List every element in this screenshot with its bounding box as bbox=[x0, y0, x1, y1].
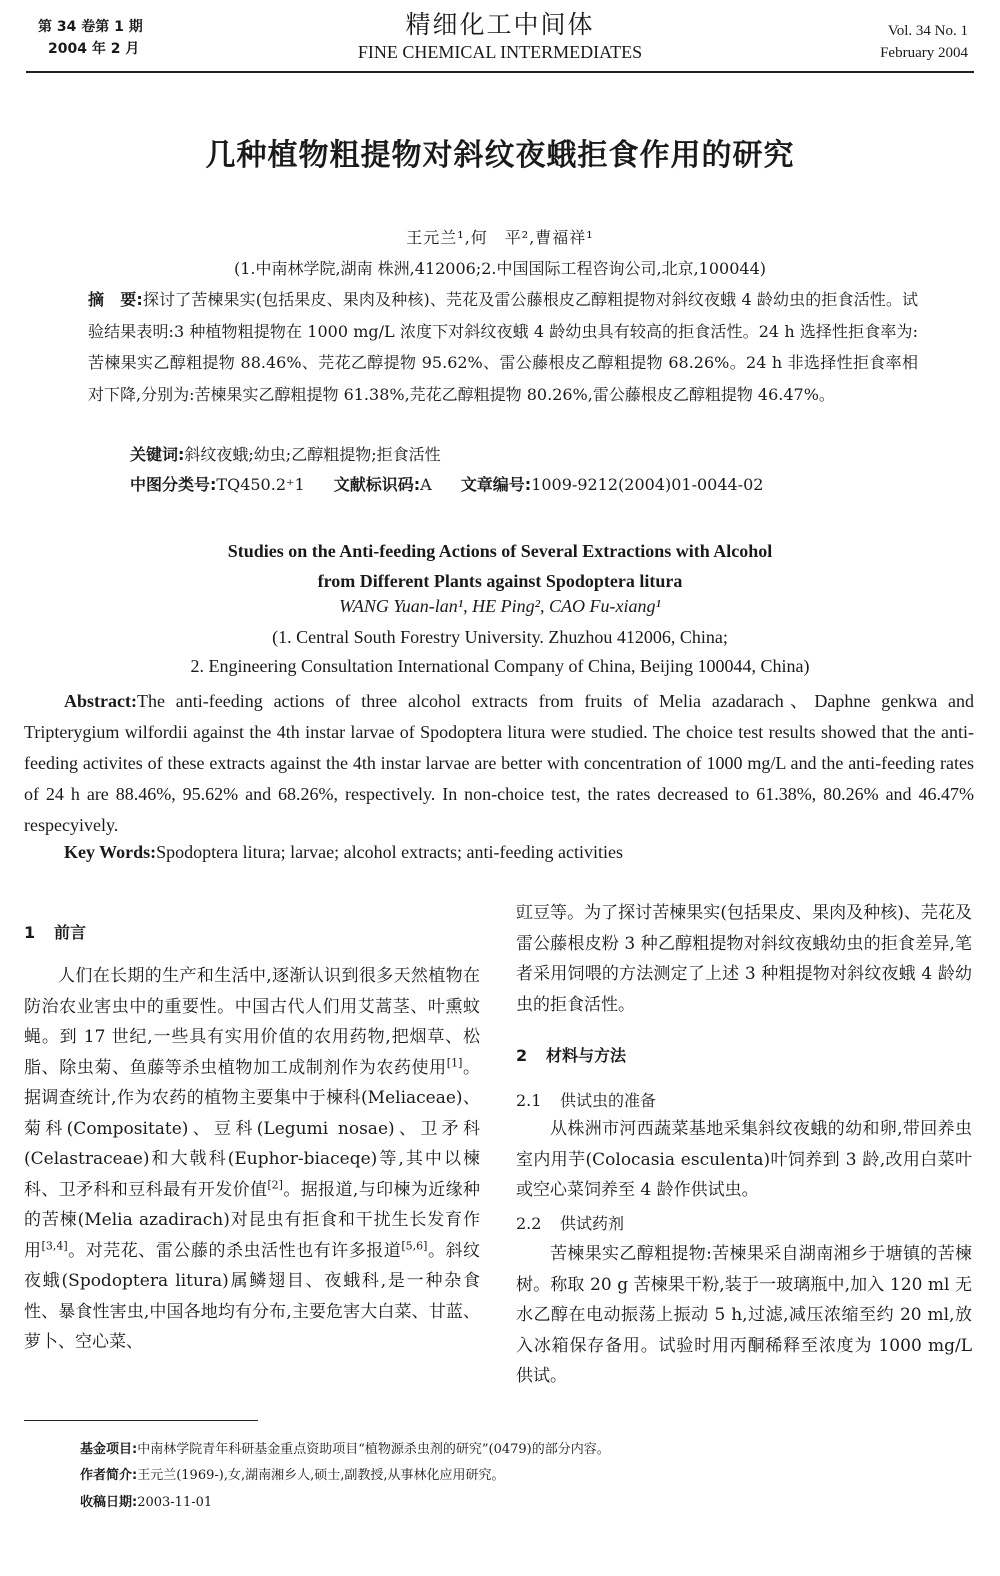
intro-text-1: 人们在长期的生产和生活中,逐渐认识到很多天然植物在防治农业害虫中的重要性。中国古代人们用艾蒿茎、叶熏蚊蝇。到 17 世纪,一些具有实用价值的农用药物,把烟草、松脂、除虫菊、鱼藤等杀虫植物加工成制剂作为农药使用 bbox=[24, 966, 480, 1078]
abstract-en-text: The anti-feeding actions of three alcohol extracts from fruits of Melia azadarach、Daphne genkwa and Tripterygium wilfordii against the 4th instar larvae of Spodoptera litura were studied. The choice test results showed that the anti-feeding activites of these extracts against the 4th instar larvae are better with concentration of 1000 mg/L and the anti-feeding rates of 24 h are 88.46%, 95.62% and 68.26%, respectively. In non-choice test, the rates decreased to 61.38%, 80.26% and 46.47% respecyively. bbox=[24, 691, 974, 835]
abstract-cn-label: 摘 要: bbox=[88, 290, 143, 309]
keywords-en-label: Key Words: bbox=[64, 842, 157, 862]
affiliation-en-2: 2. Engineering Consultation International Company of China, Beijing 100044, China) bbox=[190, 656, 810, 676]
keywords-en bbox=[64, 842, 623, 863]
intro-text-continued: 豇豆等。为了探讨苦楝果实(包括果皮、果肉及种核)、芫花及雷公藤根皮粉 3 种乙醇粗提物对斜纹夜蛾幼虫的拒食差异,笔者采用饲喂的方法测定了上述 3 种粗提物对斜纹夜蛾 4 龄幼虫的拒食活性。 bbox=[516, 903, 972, 1015]
section-2-2-text bbox=[516, 1239, 972, 1392]
keywords-en-text: Spodoptera litura; larvae; alcohol extracts; anti-feeding activities bbox=[156, 842, 623, 862]
citation-1: [1] bbox=[446, 1055, 463, 1069]
section-1-number: 1 bbox=[24, 923, 36, 942]
abstract-cn bbox=[88, 284, 918, 410]
footnote-fund bbox=[80, 1440, 610, 1460]
author-bio-text: 王元兰(1969-),女,湖南湘乡人,硕士,副教授,从事林化应用研究。 bbox=[137, 1468, 505, 1483]
affiliation-en-1: (1. Central South Forestry University. Zhuzhou 412006, China; bbox=[272, 627, 728, 647]
paper-title-en bbox=[0, 536, 1000, 596]
section-2-1-heading bbox=[516, 1088, 656, 1111]
issue-info-en bbox=[880, 20, 968, 64]
authors-en: WANG Yuan-lan¹, HE Ping², CAO Fu-xiang¹ bbox=[339, 596, 661, 616]
article-value: 1009-9212(2004)01-0044-02 bbox=[531, 475, 764, 494]
fund-text: 中南林学院青年科研基金重点资助项目“植物源杀虫剂的研究”(0479)的部分内容。 bbox=[137, 1442, 610, 1457]
affiliation-cn: (1.中南林学院,湖南 株洲,412006;2.中国国际工程咨询公司,北京,100044) bbox=[234, 259, 766, 278]
footnote-author bbox=[80, 1466, 505, 1486]
section-2-number: 2 bbox=[516, 1046, 528, 1065]
journal-name bbox=[300, 10, 700, 64]
citation-4: [5,6] bbox=[401, 1238, 428, 1252]
clc-label: 中图分类号: bbox=[130, 475, 217, 494]
date-en: February 2004 bbox=[880, 45, 968, 61]
section-1-title: 前言 bbox=[54, 923, 87, 942]
reagent-text: 苦楝果实乙醇粗提物:苦楝果采自湖南湘乡于塘镇的苦楝树。称取 20 g 苦楝果干粉,装于一玻璃瓶中,加入 120 ml 无水乙醇在电动振荡上振动 5 h,过滤,减压浓缩至约 20 ml,放入冰箱保存备用。试验时用丙酮稀释至浓度为 1000 mg/L 供试。 bbox=[516, 1244, 972, 1386]
section-1-heading bbox=[24, 920, 86, 943]
date-cn: 2004 年 2 月 bbox=[48, 41, 140, 57]
paper-title-en-line2: from Different Plants against Spodoptera litura bbox=[317, 571, 683, 591]
clc-number bbox=[130, 475, 305, 494]
received-label: 收稿日期: bbox=[80, 1495, 138, 1510]
section-2-1-title: 供试虫的准备 bbox=[560, 1091, 657, 1110]
article-label: 文章编号: bbox=[460, 475, 532, 494]
authors-cn: 王元兰¹,何 平²,曹福祥¹ bbox=[406, 228, 594, 247]
doc-value: A bbox=[420, 475, 432, 494]
keywords-cn-label: 关键词: bbox=[130, 445, 185, 464]
paper-title-en-line1: Studies on the Anti-feeding Actions of Several Extractions with Alcohol bbox=[227, 541, 773, 561]
section-2-2-number: 2.2 bbox=[516, 1214, 542, 1233]
volume-en: Vol. 34 No. 1 bbox=[887, 23, 968, 39]
journal-name-cn: 精细化工中间体 bbox=[405, 10, 595, 39]
header-divider bbox=[26, 71, 974, 73]
section-2-heading bbox=[516, 1043, 626, 1066]
intro-text-5: 。斜纹夜蛾(Spodoptera litura)属鳞翅目、夜蛾科,是一种杂食性、暴食性害虫,中国各地均有分布,主要危害大白菜、甘蓝、萝卜、空心菜、 bbox=[24, 1240, 481, 1352]
citation-3: [3,4] bbox=[41, 1238, 68, 1252]
section-2-1-text bbox=[516, 1114, 972, 1206]
paper-title-cn: 几种植物粗提物对斜纹夜蛾拒食作用的研究 bbox=[205, 138, 795, 173]
classification-line bbox=[130, 472, 787, 495]
body-left-column bbox=[24, 961, 480, 1358]
section-2-1-number: 2.1 bbox=[516, 1091, 542, 1110]
abstract-cn-text: 探讨了苦楝果实(包括果皮、果肉及种核)、芫花及雷公藤根皮乙醇粗提物对斜纹夜蛾 4 龄幼虫的拒食活性。试验结果表明:3 种植物粗提物在 1000 mg/L 浓度下对斜纹夜蛾 4 龄幼虫具有较高的拒食活性。24 h 选择性拒食率为:苦楝果实乙醇粗提物 88.46%、芫花乙醇提物 95.62%、雷公藤根皮乙醇粗提物 68.26%。24 h 非选择性拒食率相对下降,分别为:苦楝果实乙醇粗提物 61.38%,芫花乙醇粗提物 80.26%,雷公藤根皮乙醇粗提物 46.47%。 bbox=[88, 290, 918, 404]
section-2-2-heading bbox=[516, 1211, 624, 1234]
fund-label: 基金项目: bbox=[80, 1442, 138, 1457]
author-bio-label: 作者简介: bbox=[80, 1468, 138, 1483]
clc-value: TQ450.2⁺1 bbox=[216, 475, 305, 494]
footnote-received bbox=[80, 1493, 212, 1513]
abstract-en-label: Abstract: bbox=[64, 691, 137, 711]
intro-text-3: 。据报道,与印楝为近缘种的苦楝(Melia azadirach)对昆虫有拒食和干扰生长发育作用 bbox=[24, 1179, 481, 1261]
footnote-divider bbox=[24, 1420, 258, 1421]
received-date: 2003-11-01 bbox=[137, 1495, 213, 1510]
insect-prep-text: 从株洲市河西蔬菜基地采集斜纹夜蛾的幼和卵,带回养虫室内用芋(Colocasia esculenta)叶饲养到 3 龄,改用白菜叶或空心菜饲养至 4 龄作供试虫。 bbox=[516, 1119, 972, 1200]
volume-cn: 第 34 卷第 1 期 bbox=[38, 19, 143, 35]
document-code bbox=[334, 475, 432, 494]
body-right-column-top bbox=[516, 898, 972, 1020]
keywords-cn bbox=[130, 442, 441, 465]
doc-label: 文献标识码: bbox=[333, 475, 421, 494]
intro-text-2: 。据调查统计,作为农药的植物主要集中于楝科(Meliaceae)、菊科(Compositate)、豆科(Legumi nosae)、卫矛科(Celastraceae)和大戟科(Euphor-biaceqe)等,其中以楝科、卫矛科和豆科最有开发价值 bbox=[24, 1057, 481, 1200]
intro-text-4: 。对芫花、雷公藤的杀虫活性也有许多报道 bbox=[67, 1240, 402, 1261]
issue-info-cn bbox=[38, 16, 143, 60]
journal-name-en: FINE CHEMICAL INTERMEDIATES bbox=[357, 42, 643, 62]
article-id bbox=[461, 475, 764, 494]
citation-2: [2] bbox=[267, 1177, 283, 1191]
section-2-2-title: 供试药剂 bbox=[560, 1214, 625, 1233]
abstract-en bbox=[24, 686, 974, 841]
section-2-title: 材料与方法 bbox=[546, 1046, 627, 1065]
keywords-cn-text: 斜纹夜蛾;幼虫;乙醇粗提物;拒食活性 bbox=[184, 445, 441, 464]
